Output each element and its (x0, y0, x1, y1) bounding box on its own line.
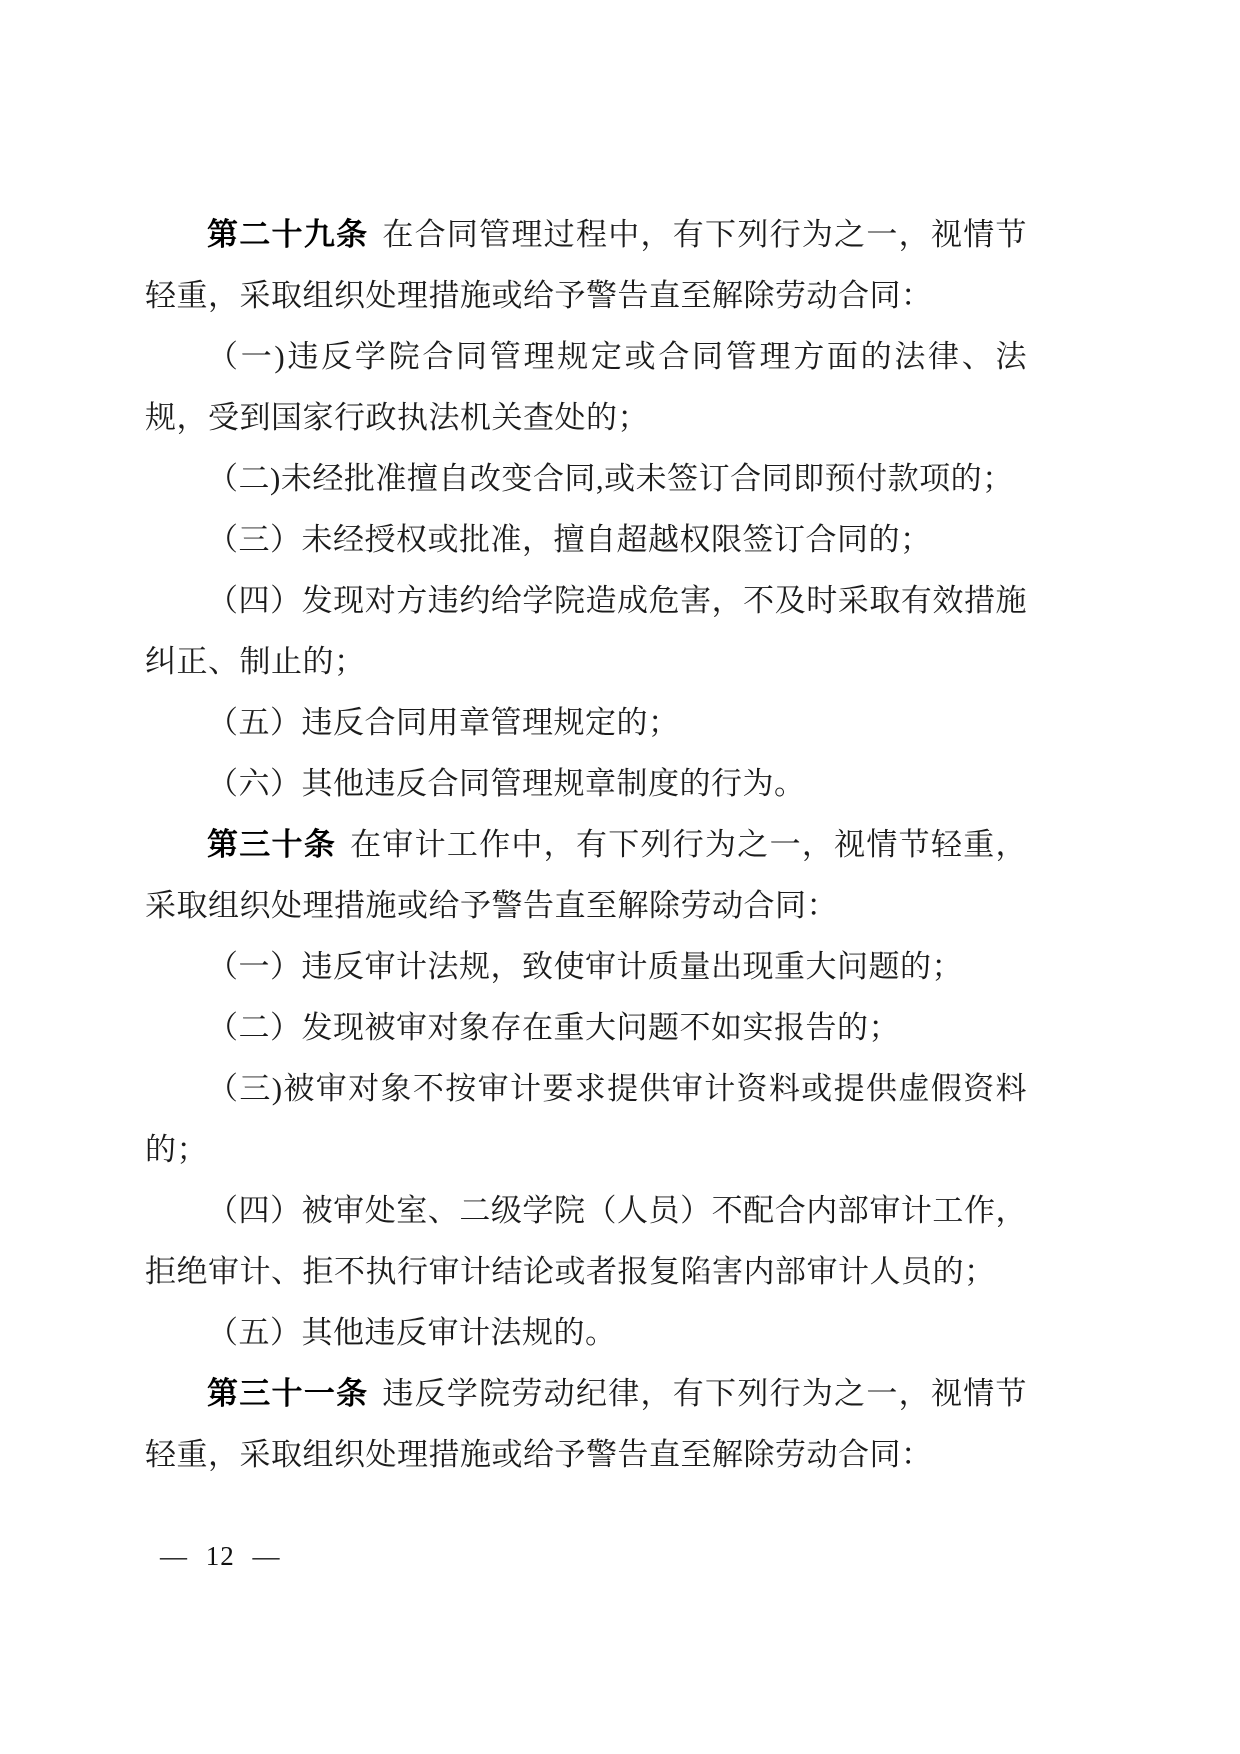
article-29-item-4 (145, 570, 1027, 692)
article-29-item-1 (145, 326, 1027, 448)
article-29-item-5 (145, 692, 1027, 753)
article-29-item-1-text: （一)违反学院合同管理规定或合同管理方面的法律、法规，受到国家行政执法机关查处的； (145, 339, 1027, 435)
article-29-item-5-text: （五）违反合同用章管理规定的； (207, 705, 680, 740)
article-31-text: 违反学院劳动纪律，有下列行为之一，视情节轻重，采取组织处理措施或给予警告直至解除劳动合同： (145, 1376, 1028, 1472)
article-29-item-6-text: （六）其他违反合同管理规章制度的行为。 (207, 766, 806, 801)
article-30-item-5 (145, 1302, 1027, 1363)
article-30-item-5-text: （五）其他违反审计法规的。 (207, 1315, 617, 1350)
article-29-paragraph (145, 204, 1027, 326)
article-30-item-1 (145, 936, 1027, 997)
article-30-item-3 (145, 1058, 1027, 1180)
article-30-item-4-text: （四）被审处室、二级学院（人员）不配合内部审计工作，拒绝审计、拒不执行审计结论或者报复陷害内部审计人员的； (145, 1193, 1027, 1289)
article-30-number: 第三十条 (207, 827, 337, 862)
article-31-number: 第三十一条 (207, 1376, 369, 1411)
article-30-item-3-text: （三)被审对象不按审计要求提供审计资料或提供虚假资料的； (145, 1071, 1027, 1167)
article-29-item-4-text: （四）发现对方违约给学院造成危害，不及时采取有效措施纠正、制止的； (145, 583, 1027, 679)
page-number: — 12 — (160, 1541, 281, 1571)
article-29-item-2-text: （二)未经批准擅自改变合同,或未签订合同即预付款项的； (207, 461, 1014, 496)
article-30-item-4 (145, 1180, 1027, 1302)
article-30-item-2 (145, 997, 1027, 1058)
article-31-paragraph (145, 1363, 1027, 1485)
article-29-item-3 (145, 509, 1027, 570)
article-30-text: 在审计工作中，有下列行为之一，视情节轻重，采取组织处理措施或给予警告直至解除劳动合同： (145, 827, 1027, 923)
document-content (145, 204, 1027, 1485)
article-30-item-1-text: （一）违反审计法规，致使审计质量出现重大问题的； (207, 949, 963, 984)
article-30-paragraph (145, 814, 1027, 936)
article-30-item-2-text: （二）发现被审对象存在重大问题不如实报告的； (207, 1010, 900, 1045)
article-29-item-2 (145, 448, 1027, 509)
article-29-text: 在合同管理过程中，有下列行为之一，视情节轻重，采取组织处理措施或给予警告直至解除劳动合同： (145, 217, 1028, 313)
page-footer (160, 1541, 281, 1572)
article-29-number: 第二十九条 (207, 217, 369, 252)
article-29-item-6 (145, 753, 1027, 814)
article-29-item-3-text: （三）未经授权或批准，擅自超越权限签订合同的； (207, 522, 932, 557)
